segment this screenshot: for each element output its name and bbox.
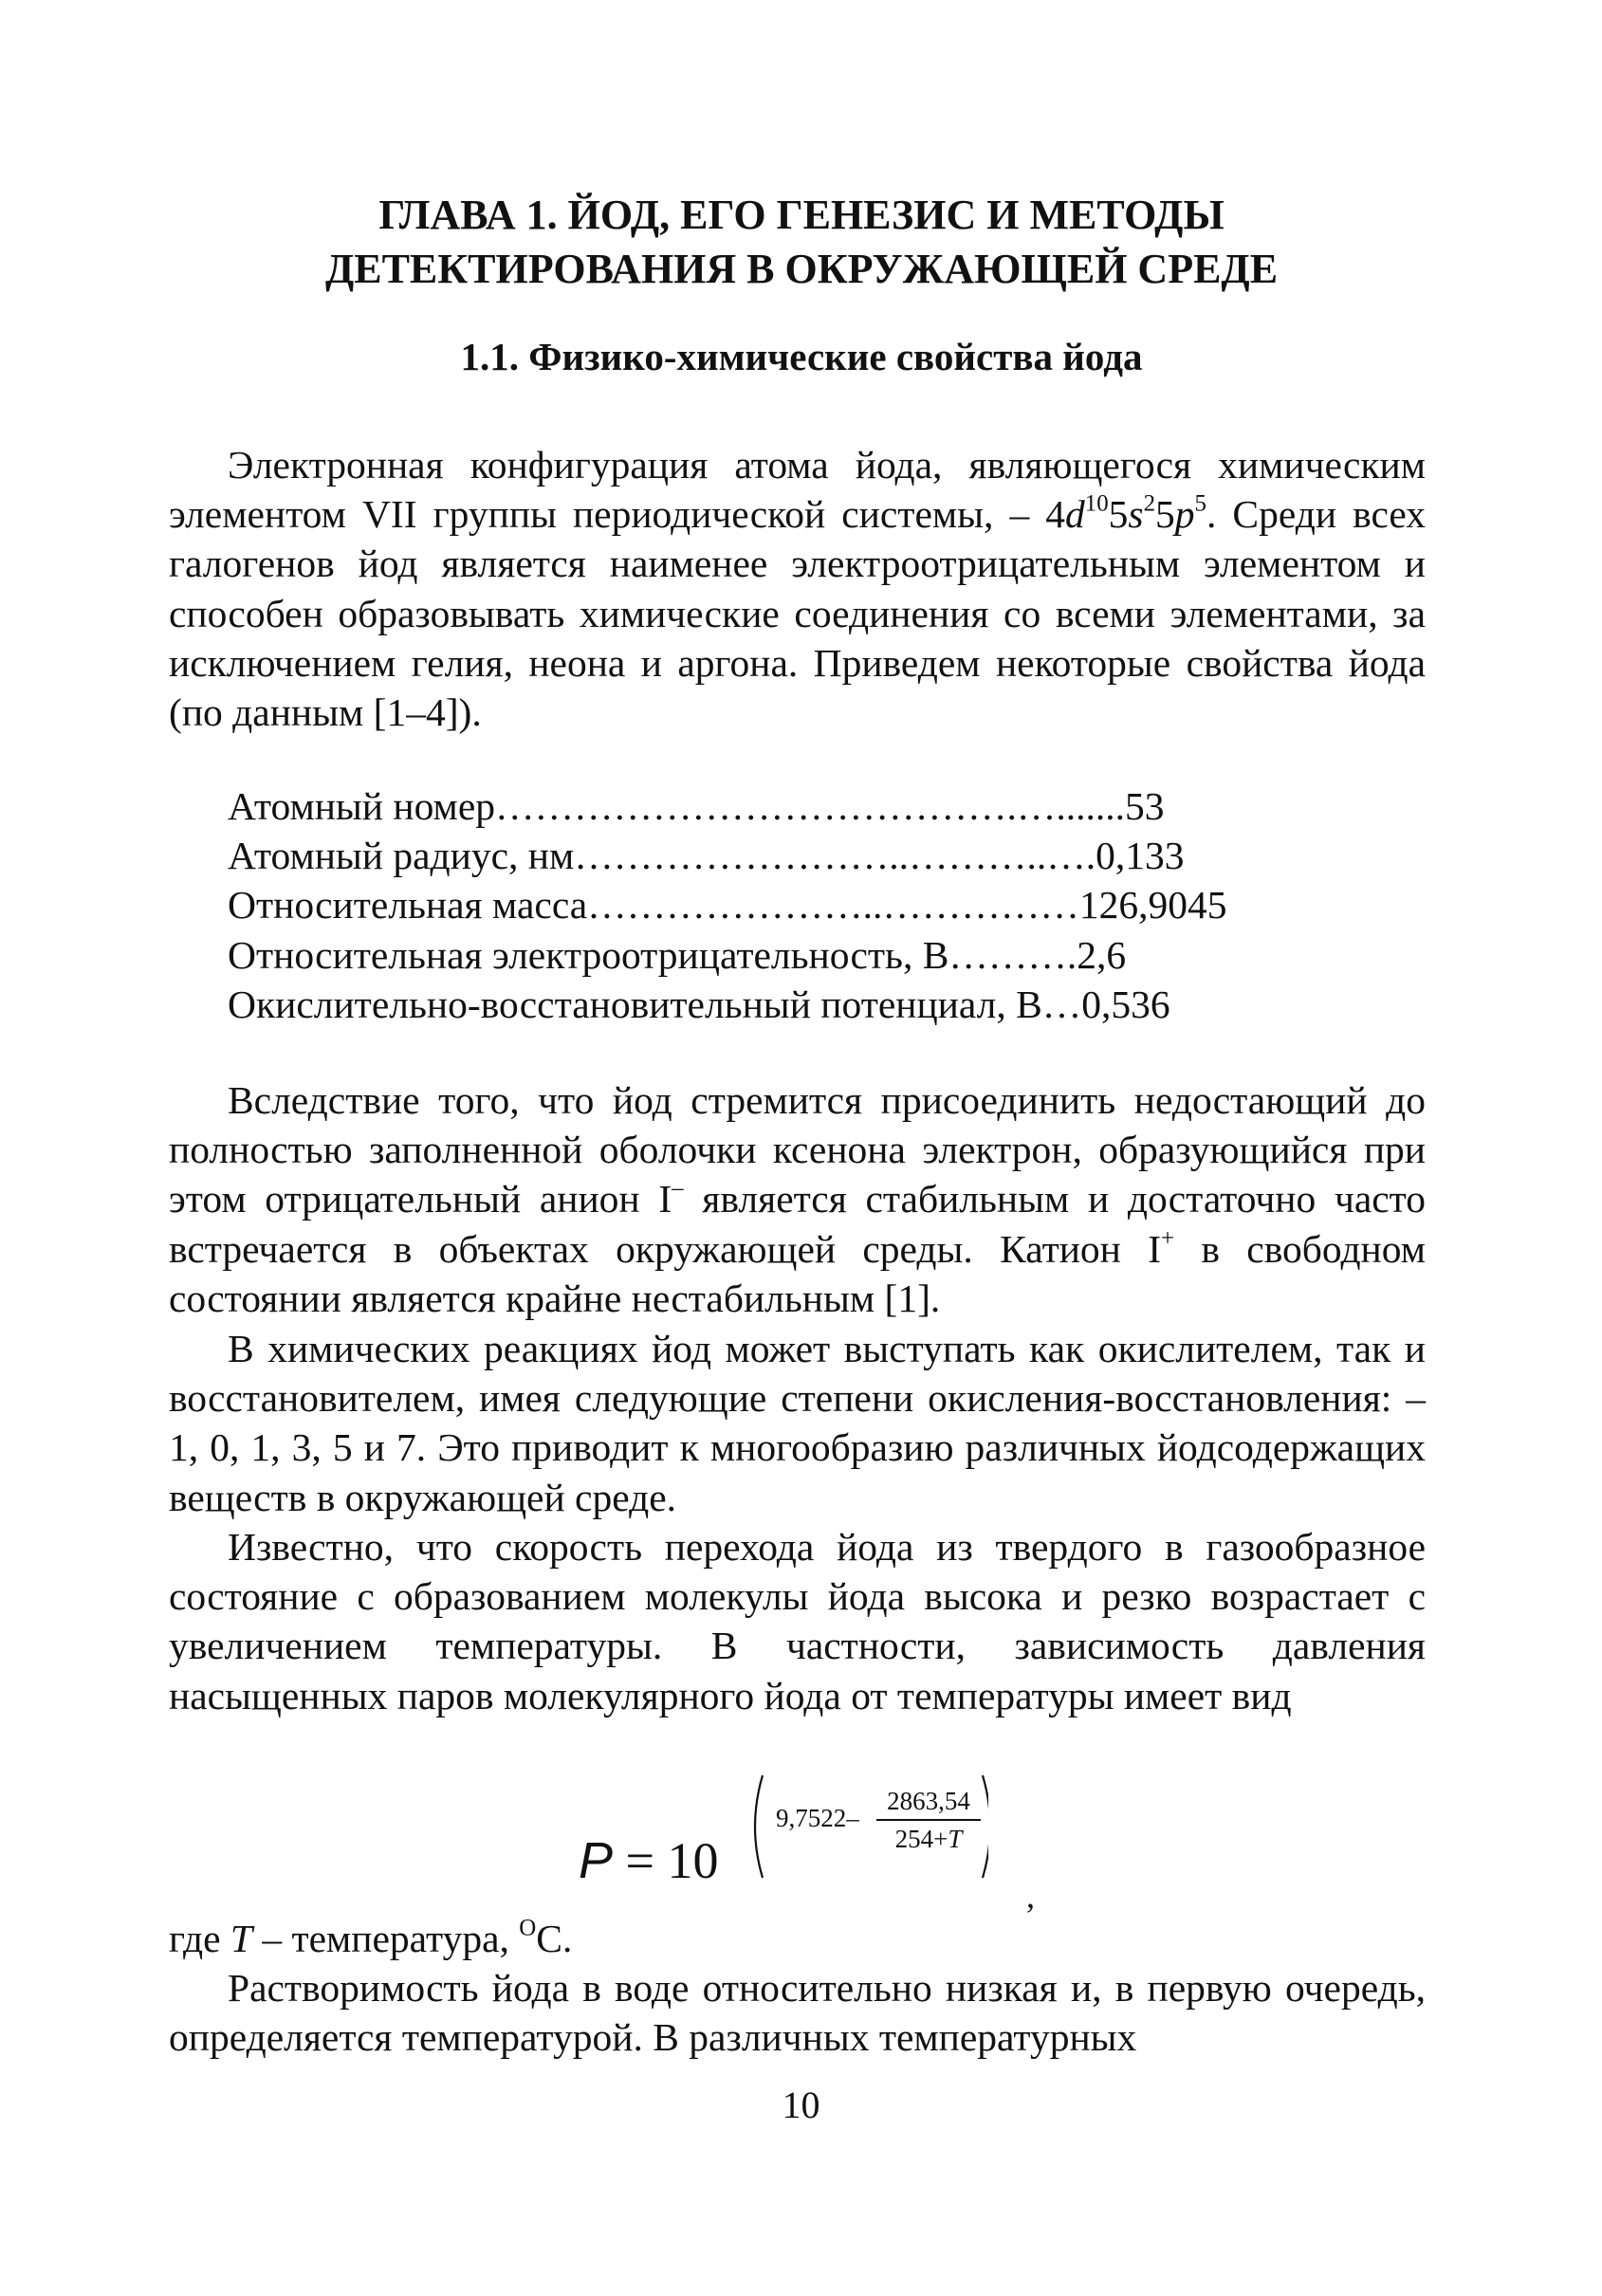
property-relative-mass: Относительная масса…………………..……………126,9045	[228, 883, 1227, 928]
chapter-title-line-2: ДЕТЕКТИРОВАНИЯ В ОКРУЖАЮЩЕЙ СРЕДЕ	[324, 246, 1279, 292]
properties-list	[228, 781, 1227, 1029]
redox-paragraph: В химических реакциях йод может выступать как окислителем, так и восстановителем, имея следующие степени окисления-восстановления: –1, 0, 1, 3, 5 и 7. Это приводит к многообразию различных йодсодержащих веществ в окружающей среде.	[169, 1327, 1426, 1519]
solubility-paragraph: Растворимость йода в воде относительно низкая и, в первую очередь, определяется температурой. В различных температурных	[169, 1966, 1426, 2060]
vapor-pressure-formula	[579, 1770, 1053, 1915]
intro-text-before-config: Электронная конфигурация атома йода, являющегося химическим элементом VII группы периодической системы, – 4	[169, 443, 1426, 537]
anion-paragraph	[169, 1075, 1426, 1323]
intro-paragraph	[169, 440, 1426, 737]
config-5: 5	[1108, 492, 1129, 537]
config-s: s	[1128, 492, 1144, 537]
left-paren-icon	[755, 1775, 763, 1878]
config-5b: 5	[1155, 492, 1175, 537]
degree-sign: O	[519, 1915, 537, 1941]
section-title: 1.1. Физико-химические свойства йода	[460, 335, 1143, 378]
formula-numerator: 2863,54	[887, 1787, 970, 1815]
page-number: 10	[782, 2084, 820, 2126]
formula-var-p: P	[579, 1832, 614, 1889]
property-atomic-number: Атомный номер………………………………….….......53	[228, 784, 1165, 828]
intro-text-after-config: . Среди всех галогенов йод является наименее электроотрицательным элементом и способен образовывать химические соединения со всеми элементами, за исключением гелия, неона и аргона. Приведем некоторые свойства йода (по данным [1–4]).	[169, 492, 1426, 735]
right-paren-icon	[983, 1775, 988, 1878]
formula-exponent	[742, 1770, 988, 1883]
config-p: p	[1174, 492, 1195, 537]
cation-plus-sign: +	[1161, 1225, 1175, 1252]
vapor-paragraph: Известно, что скорость перехода йода из твердого в газообразное состояние с образованием молекулы йода высока и резко возрастает с увеличением температуры. В частности, зависимость давления насыщенных паров молекулярного йода от температуры имеет вид	[169, 1525, 1426, 1717]
config-p-exponent: 5	[1194, 490, 1206, 517]
formula-trailing-comma: ,	[1026, 1877, 1035, 1915]
chapter-title-line-1: ГЛАВА 1. ЙОД, ЕГО ГЕНЕЗИС И МЕТОДЫ	[378, 192, 1225, 238]
config-d: d	[1065, 492, 1085, 537]
where-line	[169, 1914, 1426, 1963]
anion-text-2: является стабильным и достаточно часто встречается в объектах окружающей среды. Катион I	[169, 1177, 1426, 1271]
property-atomic-radius: Атомный радиус, нм……………………..………..….0,133	[228, 834, 1185, 878]
chapter-title	[161, 188, 1442, 296]
anion-text-1: Вследствие того, что йод стремится присоединить недостающий до полностью заполненной оболочки ксенона электрон, образующийся при этом отрицательный анион I	[169, 1078, 1426, 1221]
formula-equals-ten: = 10	[613, 1832, 719, 1889]
where-prefix: где	[169, 1917, 230, 1960]
property-electronegativity: Относительная электроотрицательность, В……….2,6	[228, 932, 1127, 977]
formula-exp-constant: 9,7522–	[776, 1804, 859, 1832]
formula-fraction-bar	[876, 1819, 981, 1821]
where-var-t: T	[230, 1917, 252, 1960]
property-redox-potential: Окислительно-восстановительный потенциал, В…0,536	[228, 982, 1170, 1026]
config-d-exponent: 10	[1084, 490, 1109, 517]
formula-lhs	[579, 1832, 719, 1889]
where-mid: – температура,	[251, 1917, 520, 1960]
where-unit: C.	[536, 1917, 573, 1960]
formula-denominator: 254+T	[894, 1825, 963, 1853]
config-s-exponent: 2	[1143, 490, 1156, 517]
anion-minus-sign: –	[672, 1175, 684, 1202]
anion-text-3: в свободном состоянии является крайне нестабильным [1].	[169, 1226, 1426, 1320]
